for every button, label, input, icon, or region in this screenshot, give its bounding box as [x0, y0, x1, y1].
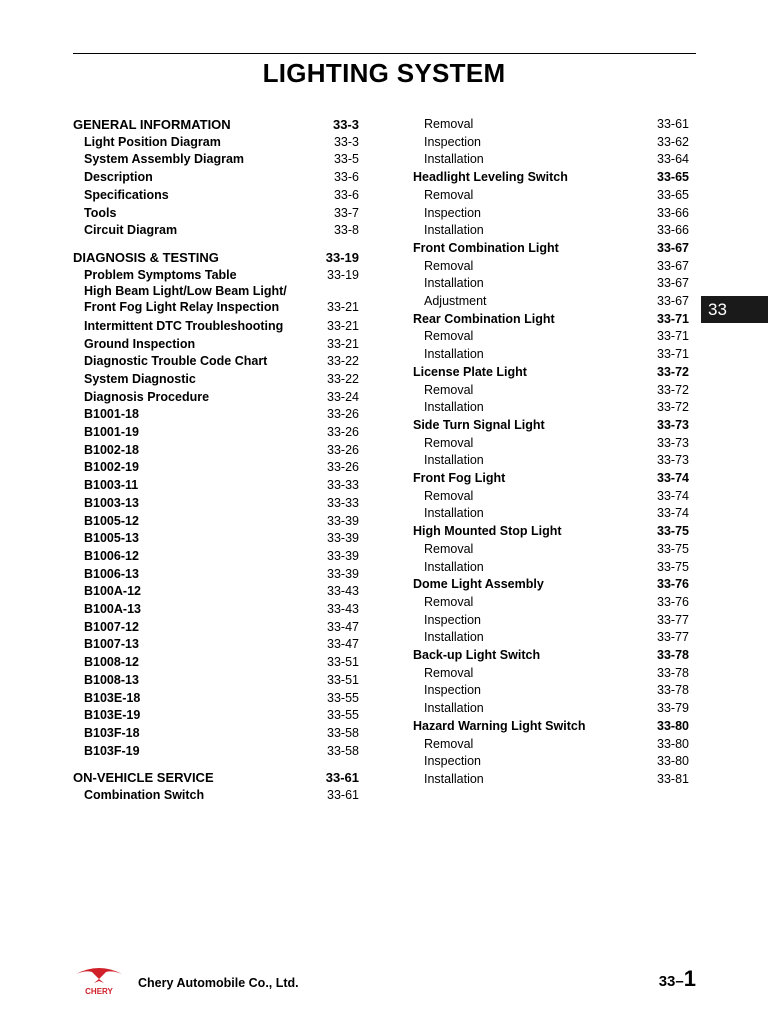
toc-entry-page: 33-6: [333, 170, 359, 185]
toc-entry-label: Side Turn Signal Light: [413, 417, 545, 432]
toc-entry-page: 33-78: [657, 648, 689, 662]
toc-entry-page: 33-39: [327, 548, 359, 563]
toc-entry-label: B103E-19: [84, 708, 141, 723]
toc-entry-label: Front Fog Light: [413, 471, 506, 485]
toc-entry-page: 33-19: [327, 267, 359, 282]
toc-entry-label: B1007-13: [84, 637, 139, 652]
page-number: [659, 966, 696, 992]
toc-entry-label: Inspection: [424, 754, 481, 769]
toc-entry-label: B1008-12: [84, 655, 139, 670]
page-title: LIGHTING SYSTEM: [262, 58, 506, 88]
toc-entry-page: 33-43: [327, 602, 359, 616]
toc-entry-page: 33-72: [657, 364, 689, 379]
toc-entry-label: Inspection: [424, 134, 481, 149]
toc-entry-label: Installation: [424, 152, 484, 167]
toc-entry-page: 33-71: [657, 329, 689, 344]
toc-entry-label: Ground Inspection: [84, 336, 196, 351]
toc-entry-page: 33-71: [657, 347, 689, 362]
toc-entry-page: 33-33: [327, 495, 359, 510]
toc-entry-label: B1001-18: [84, 407, 139, 422]
toc-entry-page: 33-58: [327, 725, 359, 740]
toc-entry-page: 33-78: [657, 683, 689, 698]
toc-entry-label: Circuit Diagram: [84, 223, 178, 238]
toc-entry-page: 33-47: [327, 637, 359, 652]
toc-entry-page: 33-51: [327, 655, 359, 670]
toc-entry-page: 33-81: [657, 771, 689, 786]
toc-entry-label: Removal: [424, 488, 474, 503]
toc-entry-page: 33-65: [657, 187, 689, 202]
toc-entry-page: 33-73: [657, 417, 689, 432]
toc-entry-label: Removal: [424, 382, 474, 397]
toc-entry-page: 33-21: [327, 336, 359, 351]
toc-entry-page: 33-3: [332, 117, 359, 132]
page-number-value: 1: [683, 966, 696, 991]
toc-entry-page: 33-47: [327, 619, 359, 634]
toc-entry-label: Dome Light Assembly: [413, 577, 544, 592]
toc-entry-label: B103F-19: [84, 743, 140, 758]
toc-entry-label: Diagnosis Procedure: [84, 389, 210, 404]
toc-entry-page: 33-62: [657, 134, 689, 149]
toc-entry-page: 33-75: [657, 559, 689, 574]
toc-entry-page: 33-77: [657, 630, 689, 645]
toc-entry-label: Inspection: [424, 683, 481, 698]
toc-entry-label: DIAGNOSIS & TESTING: [73, 249, 219, 265]
toc-entry-label: Description: [84, 170, 153, 185]
toc-entry-page: 33-21: [327, 300, 359, 315]
toc-entry-page: 33-55: [327, 708, 359, 723]
toc-entry-label: GENERAL INFORMATION: [73, 117, 231, 132]
toc-entry-label: Problem Symptoms Table: [84, 267, 237, 282]
toc-entry-page: 33-79: [657, 701, 689, 716]
toc-entry-label: Removal: [424, 736, 474, 751]
toc-entry-page: 33-66: [657, 205, 689, 220]
top-rule: [73, 53, 696, 54]
toc-entry-label: Back-up Light Switch: [413, 648, 541, 662]
chapter-tab: 33: [701, 296, 768, 323]
toc-entry-page: 33-24: [327, 389, 359, 404]
toc-entry-page: 33-67: [657, 240, 689, 255]
toc-entry-label: Removal: [424, 435, 474, 450]
toc-entry-label-line2: Front Fog Light Relay Inspection: [84, 300, 280, 315]
toc-entry-page: 33-78: [657, 665, 689, 680]
toc-entry-page: 33-22: [327, 371, 359, 386]
toc-entry-label: B100A-13: [84, 602, 141, 616]
toc-entry-label: ON-VEHICLE SERVICE: [73, 770, 214, 786]
toc-entry-label: Inspection: [424, 612, 481, 627]
toc-entry-label: Removal: [424, 665, 474, 680]
toc-entry-page: 33-74: [657, 506, 689, 521]
chery-logo-icon: [72, 966, 126, 996]
toc-entry-page: 33-72: [657, 400, 689, 415]
toc-entry-label: B1006-12: [84, 548, 139, 563]
toc-entry-page: 33-6: [333, 187, 359, 202]
toc-entry-page: 33-80: [657, 718, 689, 733]
toc-entry-label: B1002-19: [84, 460, 139, 475]
toc-entry-page: 33-77: [657, 612, 689, 627]
toc-entry-label: Installation: [424, 400, 484, 415]
page-prefix: 33–: [658, 973, 684, 990]
toc-entry-page: 33-26: [327, 460, 359, 475]
toc-entry-label: Headlight Leveling Switch: [413, 170, 568, 185]
toc-entry-page: 33-33: [327, 478, 359, 493]
toc-entry-label: B1001-19: [84, 425, 139, 439]
toc-entry-label: B1002-18: [84, 442, 139, 457]
toc-entry-page: 33-67: [657, 258, 689, 273]
toc-entry-page: 33-58: [327, 743, 359, 758]
toc-entry-label: Installation: [424, 506, 484, 521]
toc-entry-page: 33-39: [327, 566, 359, 581]
toc-entry-label: Installation: [424, 453, 484, 468]
toc-entry-page: 33-75: [657, 541, 689, 556]
toc-entry-page: 33-21: [327, 318, 359, 333]
toc-entry-page: 33-61: [657, 117, 689, 131]
toc-entry-page: 33-5: [333, 152, 359, 167]
toc-entry-page: 33-67: [657, 276, 689, 291]
toc-entry-page: 33-72: [657, 382, 689, 397]
toc-entry-page: 33-8: [333, 223, 359, 238]
toc-entry-label: B100A-12: [84, 584, 141, 599]
toc-entry-label: High Mounted Stop Light: [413, 524, 562, 539]
toc-entry-label: B1005-12: [84, 513, 139, 528]
logo-text: CHERY: [85, 987, 113, 996]
toc-entry-label: B103F-18: [84, 725, 140, 740]
toc-entry-label: Installation: [424, 347, 484, 362]
toc-entry-label: High Beam Light/Low Beam Light/: [84, 284, 287, 299]
toc-entry-page: 33-74: [657, 488, 689, 503]
toc-entry-label: B103E-18: [84, 690, 141, 705]
toc-entry-page: 33-65: [657, 170, 689, 185]
toc-entry-label: Diagnostic Trouble Code Chart: [84, 354, 268, 369]
toc-entry-page: 33-22: [327, 354, 359, 369]
toc-entry-label: Removal: [424, 187, 474, 202]
toc-entry-label: Specifications: [84, 187, 169, 202]
toc-entry-page: 33-76: [657, 577, 689, 592]
toc-entry-page: 33-64: [657, 152, 689, 167]
toc-entry-label: B1006-13: [84, 566, 139, 581]
toc-entry-page: 33-43: [327, 584, 359, 599]
toc-entry-page: 33-73: [657, 453, 689, 468]
toc-entry-label: Light Position Diagram: [84, 134, 221, 149]
toc-entry-page: 33-39: [327, 531, 359, 546]
toc-entry-label: Removal: [424, 117, 474, 131]
toc-entry-label: B1003-11: [84, 478, 139, 493]
toc-entry-page: 33-80: [657, 736, 689, 751]
toc-entry-label: Front Combination Light: [413, 240, 559, 255]
toc-entry-page: 33-19: [325, 249, 359, 265]
toc-entry-page: 33-76: [657, 594, 689, 609]
toc-entry-label: B1007-12: [84, 619, 139, 634]
toc-entry-label: License Plate Light: [413, 364, 527, 379]
toc-entry-page: 33-71: [657, 311, 689, 326]
toc-entry-label: Installation: [424, 630, 484, 645]
toc-entry-page: 33-67: [657, 294, 689, 308]
toc-entry-page: 33-75: [657, 524, 689, 539]
toc-entry-page: 33-51: [327, 672, 359, 687]
toc-entry-label: B1008-13: [84, 672, 139, 687]
toc-entry-label: Removal: [424, 541, 474, 556]
toc-entry-label: B1003-13: [84, 495, 139, 510]
toc-entry-label: Removal: [424, 594, 474, 609]
toc-entry-label: Hazard Warning Light Switch: [413, 718, 586, 733]
toc-entry-page: 33-66: [657, 223, 689, 238]
toc-entry-label: Installation: [424, 771, 484, 786]
toc-entry-label: Removal: [424, 329, 474, 344]
toc-entry-page: 33-55: [327, 690, 359, 705]
toc-entry-label: Installation: [424, 276, 484, 291]
toc-entry-label: Installation: [424, 559, 484, 574]
toc-entry-page: 33-7: [333, 205, 359, 220]
toc-entry-page: 33-61: [327, 788, 359, 802]
toc-entry-label: Installation: [424, 223, 484, 238]
toc-entry-label: Rear Combination Light: [413, 311, 555, 326]
toc-entry-page: 33-80: [657, 754, 689, 769]
toc-entry-label: Removal: [424, 258, 474, 273]
toc-entry-label: Combination Switch: [84, 788, 205, 802]
toc-entry-label: Intermittent DTC Troubleshooting: [84, 318, 284, 333]
toc-entry-label: Installation: [424, 701, 484, 716]
toc-entry-page: 33-73: [657, 435, 689, 450]
company-name: Chery Automobile Co., Ltd.: [138, 976, 299, 990]
toc-entry-page: 33-3: [333, 134, 359, 149]
toc-entry-page: 33-26: [327, 407, 359, 422]
toc-entry-label: Adjustment: [424, 294, 487, 308]
toc-entry-label: System Diagnostic: [84, 371, 196, 386]
toc-entry-page: 33-26: [327, 442, 359, 457]
toc-entry-label: B1005-13: [84, 531, 139, 546]
toc-entry-page: 33-61: [325, 770, 359, 786]
toc-entry-label: Tools: [84, 205, 117, 220]
toc-entry-label: Inspection: [424, 205, 481, 220]
toc-entry-page: 33-39: [327, 513, 359, 528]
toc-entry-label: System Assembly Diagram: [84, 152, 245, 167]
toc-entry-page: 33-74: [657, 471, 689, 485]
toc-entry-page: 33-26: [327, 425, 359, 439]
